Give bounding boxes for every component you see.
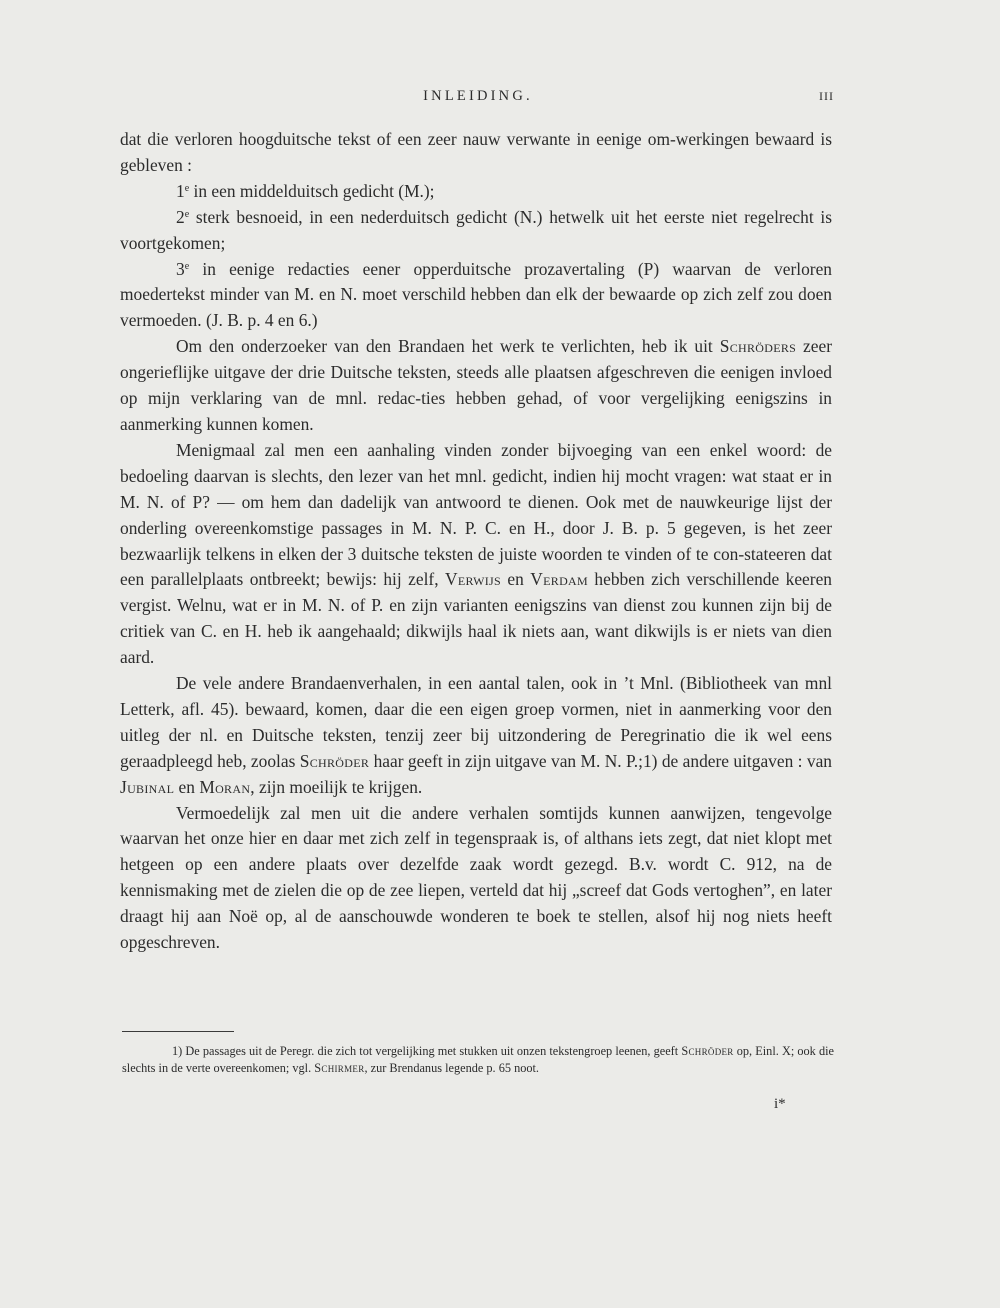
paragraph-text: , zijn moeilijk te krijgen.: [250, 776, 423, 797]
paragraph-3: [120, 438, 832, 671]
paragraph-text: de andere uitgaven : van: [657, 750, 832, 771]
list-item-text: in een middelduitsch gedicht (M.);: [189, 180, 435, 201]
footnote-reference[interactable]: 1): [642, 750, 658, 771]
list-item-2: [120, 205, 832, 257]
paragraph-text: haar geeft in zijn uitgave van M. N. P.;: [369, 750, 643, 771]
footnote-text: [122, 1043, 834, 1077]
running-title: INLEIDING.: [423, 88, 533, 104]
paragraph-text: en: [500, 569, 531, 590]
list-item-3: [120, 257, 832, 335]
author-name: Schröder: [681, 1044, 734, 1058]
footnote-divider: [122, 1031, 234, 1032]
author-name: Jubinal: [120, 776, 175, 797]
footnote-marker: 1): [172, 1044, 183, 1058]
paragraph-text: Om den onderzoeker van den Brandaen het werk te verlichten, heb ik uit: [176, 336, 720, 357]
list-item-text: in eenige redacties eener opperduitsche prozavertaling (P) waarvan de verloren moedertekst minder van M. en N. moet verschild hebben dan elk der bewaarde op zich zelf zou doen vermoeden. (J. B. p. 4 en 6.): [120, 258, 832, 331]
paragraph-1-text: dat die verloren hoogduitsche tekst of een zeer nauw verwante in eenige om-werkingen bewaard is gebleven :: [120, 129, 832, 175]
footnote: [122, 1043, 834, 1077]
paragraph-2: [120, 334, 832, 438]
list-item-text: sterk besnoeid, in een nederduitsch gedicht (N.) hetwelk uit het eerste niet regelrecht is voortgekomen;: [120, 206, 832, 253]
list-number: 3: [176, 258, 185, 279]
paragraph-5: [120, 801, 832, 956]
author-name: Schröder: [299, 750, 370, 771]
footnote-body: De passages uit de Peregr. die zich tot vergelijking met stukken uit onzen tekstengroep leenen, geeft: [182, 1044, 682, 1058]
author-name: Moran: [199, 776, 251, 797]
ordinal-suffix: e: [184, 208, 190, 220]
list-number: 2: [176, 206, 185, 227]
paragraph-1: [120, 127, 832, 179]
author-name: Verdam: [530, 569, 588, 590]
paragraph-text: De vele andere Brandaenverhalen, in een aantal talen, ook in ’t Mnl. (Bibliotheek van mnl Letterk, afl. 45). bewaard, komen, daar die een eigen groep vormen, niet in aanmerking voor den uitleg der nl. en Duitsche teksten, tenzij zeer bij uitzondering de Peregrinatio die ik wel eens geraadpleegd heb, zoolas: [120, 673, 832, 771]
paragraph-text: zeer ongerieflijke uitgave der drie Duitsche teksten, steeds alle plaatsen afgeschreven die eenigen invloed op mijn verklaring van de mnl. redac-ties hebben gehad, of voor vergelijking eenigszins in aanmerking kunnen komen.: [120, 336, 833, 434]
list-item-1: [120, 179, 832, 205]
body-text: [120, 127, 832, 956]
author-name: Verwijs: [444, 569, 501, 590]
page-number: III: [819, 89, 834, 103]
paragraph-text: Menigmaal zal men een aanhaling vinden zonder bijvoeging van een enkel woord: de bedoeling daarvan is slechts, den lezer van het mnl. gedicht, indien hij mocht vragen: wat staat er in M. N. of P? — om hem dan dadelijk van antwoord te dienen. Ook met de nauwkeurige lijst der onderling overeenkomstige passages in M. N. P. C. en H., door J. B. p. 5 gegeven, is het zeer bezwaarlijk telkens in elken der 3 duitsche teksten de juiste woorden te vinden of te con-stateeren dat een parallelplaats ontbreekt; bewijs: hij zelf,: [120, 439, 832, 590]
running-head: [120, 88, 836, 108]
ordinal-suffix: e: [184, 260, 190, 272]
signature-mark: i*: [774, 1096, 786, 1112]
author-name: Schirmer: [314, 1061, 365, 1075]
paragraph-text: hebben zich verschillende keeren vergist. Welnu, wat er in M. N. of P. en zijn varianten eenigszins van dienst zou kunnen zijn bij de critiek van C. en H. heb ik aangehaald; dikwijls haal ik niets aan, want dikwijls is er niets van dien aard.: [120, 569, 832, 668]
paragraph-text: en: [174, 776, 200, 797]
paragraph-4: [120, 671, 832, 801]
author-name: Schröders: [719, 336, 797, 357]
footnote-body: , zur Brendanus legende p. 65 noot.: [364, 1061, 540, 1075]
footnote-body: op, Einl. X; ook die slechts in de verte overeenkomen; vgl.: [122, 1044, 834, 1075]
paragraph-text: Vermoedelijk zal men uit die andere verhalen somtijds kunnen aanwijzen, tengevolge waarvan het onze hier en daar met zich zelf in tegenspraak is, of althans iets zegt, dat niet klopt met hetgeen op een andere plaats over dezelfde zaak wordt gezegd. B.v. wordt C. 912, na de kennismaking met de zielen die op de zee liepen, verteld dat hij „screef dat Gods vertoghen”, en later draagt hij aan Noë op, al de aanschouwde wonderen te boek te stellen, alsof hij nog niets heeft opgeschreven.: [120, 802, 832, 953]
list-number: 1: [176, 180, 185, 201]
ordinal-suffix: e: [184, 182, 190, 194]
